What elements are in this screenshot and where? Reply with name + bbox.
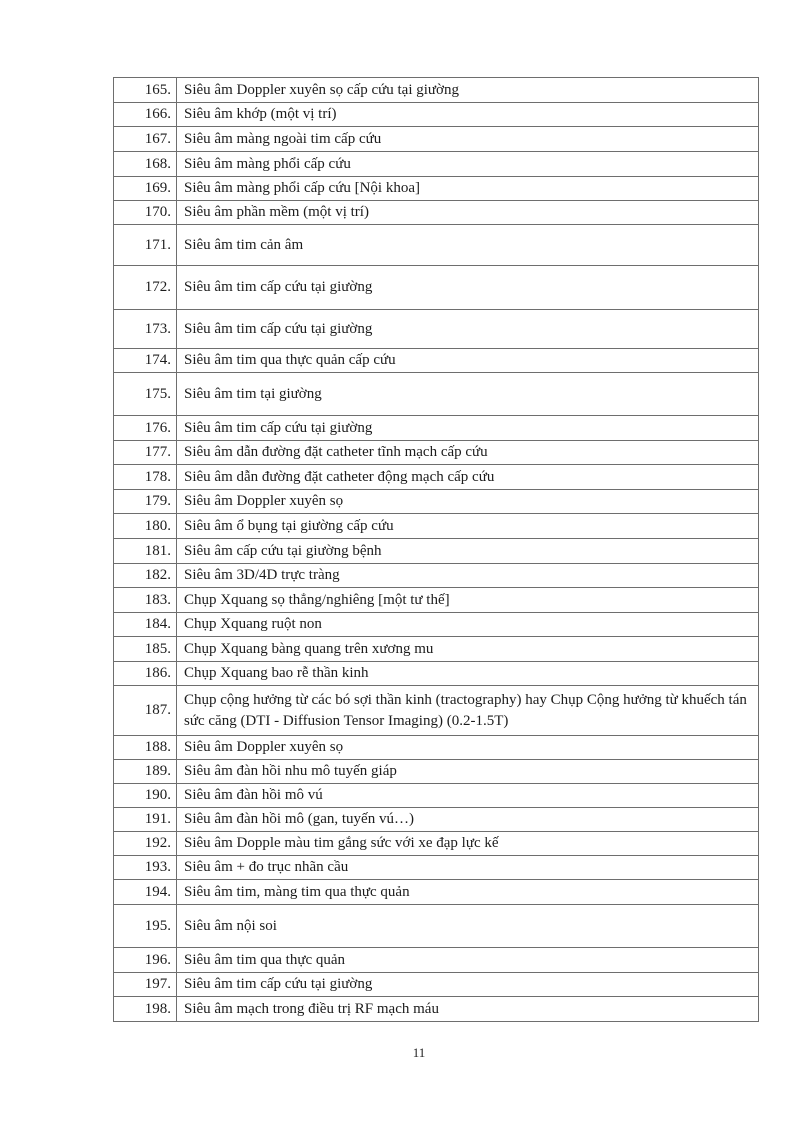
procedure-table-body: [114, 78, 759, 1022]
table-row: [114, 564, 759, 588]
row-number: 174.: [114, 349, 177, 373]
table-row: [114, 514, 759, 539]
row-number: 196.: [114, 948, 177, 973]
row-procedure-name: Siêu âm tim, màng tim qua thực quản: [177, 880, 759, 905]
row-number: 193.: [114, 856, 177, 880]
row-number: 194.: [114, 880, 177, 905]
table-row: [114, 973, 759, 997]
row-number: 190.: [114, 784, 177, 808]
row-procedure-name: Chụp Xquang sọ thẳng/nghiêng [một tư thế]: [177, 588, 759, 613]
row-procedure-name: Siêu âm đàn hồi nhu mô tuyến giáp: [177, 760, 759, 784]
row-procedure-name: Siêu âm khớp (một vị trí): [177, 103, 759, 127]
procedure-table: [113, 77, 759, 1022]
row-number: 182.: [114, 564, 177, 588]
row-number: 185.: [114, 637, 177, 662]
table-row: [114, 856, 759, 880]
table-row: [114, 948, 759, 973]
row-number: 197.: [114, 973, 177, 997]
row-number: 192.: [114, 832, 177, 856]
row-number: 170.: [114, 201, 177, 225]
row-number: 189.: [114, 760, 177, 784]
row-procedure-name: Siêu âm tim cấp cứu tại giường: [177, 310, 759, 349]
row-number: 171.: [114, 225, 177, 266]
table-row: [114, 832, 759, 856]
table-row: [114, 880, 759, 905]
row-procedure-name: Siêu âm tim qua thực quản cấp cứu: [177, 349, 759, 373]
row-procedure-name: Siêu âm tim tại giường: [177, 373, 759, 416]
table-row: [114, 490, 759, 514]
table-row: [114, 177, 759, 201]
row-procedure-name: Siêu âm Doppler xuyên sọ: [177, 736, 759, 760]
table-row: [114, 637, 759, 662]
row-number: 183.: [114, 588, 177, 613]
row-procedure-name: Siêu âm màng phổi cấp cứu: [177, 152, 759, 177]
row-number: 179.: [114, 490, 177, 514]
table-row: [114, 349, 759, 373]
row-procedure-name: Siêu âm màng phổi cấp cứu [Nội khoa]: [177, 177, 759, 201]
row-procedure-name: Siêu âm dẫn đường đặt catheter tĩnh mạch cấp cứu: [177, 441, 759, 465]
row-number: 168.: [114, 152, 177, 177]
table-row: [114, 310, 759, 349]
row-number: 169.: [114, 177, 177, 201]
table-row: [114, 539, 759, 564]
table-row: [114, 686, 759, 736]
table-row: [114, 662, 759, 686]
row-procedure-name: Siêu âm cấp cứu tại giường bệnh: [177, 539, 759, 564]
table-row: [114, 613, 759, 637]
row-procedure-name: Siêu âm đàn hồi mô (gan, tuyến vú…): [177, 808, 759, 832]
row-number: 165.: [114, 78, 177, 103]
row-procedure-name: Siêu âm + đo trục nhãn cầu: [177, 856, 759, 880]
table-row: [114, 465, 759, 490]
table-row: [114, 760, 759, 784]
table-row: [114, 152, 759, 177]
row-number: 180.: [114, 514, 177, 539]
table-row: [114, 997, 759, 1022]
row-procedure-name: Siêu âm đàn hồi mô vú: [177, 784, 759, 808]
table-row: [114, 103, 759, 127]
table-row: [114, 201, 759, 225]
row-procedure-name: Chụp Xquang bàng quang trên xương mu: [177, 637, 759, 662]
row-number: 188.: [114, 736, 177, 760]
row-procedure-name: Siêu âm tim cấp cứu tại giường: [177, 266, 759, 310]
row-number: 172.: [114, 266, 177, 310]
row-number: 198.: [114, 997, 177, 1022]
row-procedure-name: Siêu âm 3D/4D trực tràng: [177, 564, 759, 588]
row-procedure-name: Chụp Xquang ruột non: [177, 613, 759, 637]
row-procedure-name: Siêu âm ổ bụng tại giường cấp cứu: [177, 514, 759, 539]
row-number: 191.: [114, 808, 177, 832]
row-procedure-name: Siêu âm Doppler xuyên sọ: [177, 490, 759, 514]
table-row: [114, 736, 759, 760]
page-number: 11: [412, 1045, 426, 1060]
row-number: 167.: [114, 127, 177, 152]
row-number: 184.: [114, 613, 177, 637]
row-procedure-name: Siêu âm tim qua thực quản: [177, 948, 759, 973]
row-procedure-name: Siêu âm tim cản âm: [177, 225, 759, 266]
row-number: 195.: [114, 905, 177, 948]
row-number: 186.: [114, 662, 177, 686]
row-number: 173.: [114, 310, 177, 349]
row-number: 181.: [114, 539, 177, 564]
row-procedure-name: Chụp Xquang bao rễ thần kinh: [177, 662, 759, 686]
row-procedure-name: Siêu âm tim cấp cứu tại giường: [177, 416, 759, 441]
row-procedure-name: Siêu âm phần mềm (một vị trí): [177, 201, 759, 225]
table-row: [114, 441, 759, 465]
row-procedure-name: Siêu âm màng ngoài tim cấp cứu: [177, 127, 759, 152]
row-number: 166.: [114, 103, 177, 127]
table-row: [114, 127, 759, 152]
row-procedure-name: Chụp cộng hưởng từ các bó sợi thần kinh (tractography) hay Chụp Cộng hưởng từ khuếch tán sức căng (DTI - Diffusion Tensor Imaging) (0.2-1.5T): [177, 686, 759, 736]
table-row: [114, 416, 759, 441]
row-number: 187.: [114, 686, 177, 736]
row-procedure-name: Siêu âm Dopple màu tim gắng sức với xe đạp lực kế: [177, 832, 759, 856]
row-procedure-name: Siêu âm dẫn đường đặt catheter động mạch cấp cứu: [177, 465, 759, 490]
row-number: 176.: [114, 416, 177, 441]
row-number: 175.: [114, 373, 177, 416]
row-procedure-name: Siêu âm nội soi: [177, 905, 759, 948]
row-procedure-name: Siêu âm mạch trong điều trị RF mạch máu: [177, 997, 759, 1022]
table-row: [114, 78, 759, 103]
table-row: [114, 905, 759, 948]
table-row: [114, 784, 759, 808]
table-row: [114, 588, 759, 613]
table-row: [114, 225, 759, 266]
row-number: 177.: [114, 441, 177, 465]
row-procedure-name: Siêu âm tim cấp cứu tại giường: [177, 973, 759, 997]
table-row: [114, 808, 759, 832]
row-number: 178.: [114, 465, 177, 490]
row-procedure-name: Siêu âm Doppler xuyên sọ cấp cứu tại giường: [177, 78, 759, 103]
table-row: [114, 373, 759, 416]
table-row: [114, 266, 759, 310]
